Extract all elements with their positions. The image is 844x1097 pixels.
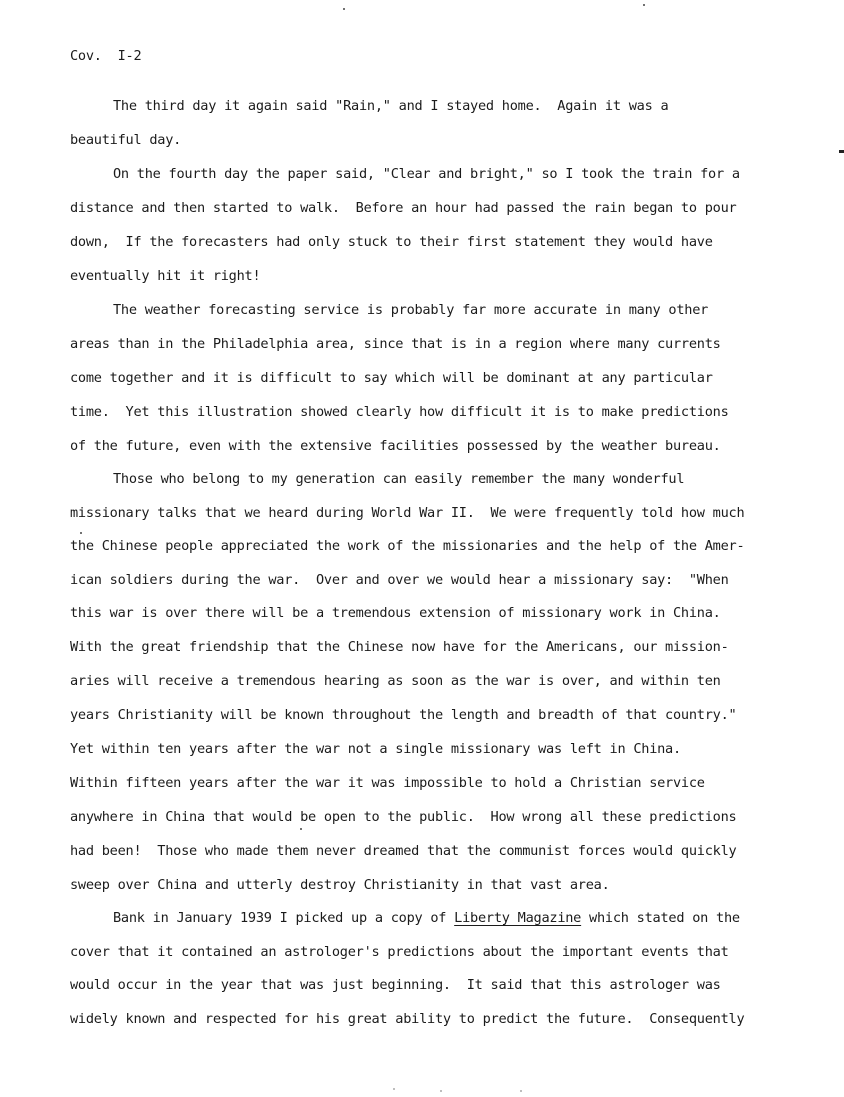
text-line: areas than in the Philadelphia area, since that is in a region where many currents [70,336,721,352]
scan-speck [440,1090,442,1092]
scan-speck [80,532,82,534]
text-line: time. Yet this illustration showed clearly how difficult it is to make predictions [70,404,729,420]
text-line: widely known and respected for his great ability to predict the future. Consequently [70,1011,745,1027]
text-line: years Christianity will be known throughout the length and breadth of that country." [70,707,737,723]
scan-speck [343,8,345,10]
scan-speck [393,1088,395,1090]
text-line: down, If the forecasters had only stuck to their first statement they would have [70,234,713,250]
text-line: would occur in the year that was just beginning. It said that this astrologer was [70,977,721,993]
magazine-title: Liberty Magazine [454,910,582,926]
text-line: Yet within ten years after the war not a single missionary was left in China. [70,741,681,757]
text-line: With the great friendship that the Chinese now have for the Americans, our mission- [70,639,729,655]
scan-speck [300,828,302,830]
text-line: beautiful day. [70,132,182,148]
text-line: this war is over there will be a tremendous extension of missionary work in China. [70,605,721,621]
text-segment: which stated on the [581,910,740,926]
text-line [113,909,844,927]
text-line: Those who belong to my generation can easily remember the many wonderful [113,471,685,487]
text-line: of the future, even with the extensive facilities possessed by the weather bureau. [70,438,721,454]
text-line: anywhere in China that would be open to the public. How wrong all these predictions [70,809,737,825]
text-line: aries will receive a tremendous hearing as soon as the war is over, and within ten [70,673,721,689]
text-line: The weather forecasting service is probably far more accurate in many other [113,302,709,318]
text-line: the Chinese people appreciated the work of the missionaries and the help of the Amer- [70,538,745,554]
text-line: distance and then started to walk. Before an hour had passed the rain began to pour [70,200,737,216]
text-line: eventually hit it right! [70,268,261,284]
text-line: come together and it is difficult to say which will be dominant at any particular [70,370,713,386]
page-reference: Cov. I-2 [70,48,142,64]
text-line: sweep over China and utterly destroy Christianity in that vast area. [70,877,610,893]
text-line: Within fifteen years after the war it was impossible to hold a Christian service [70,775,705,791]
scan-speck [643,4,645,6]
text-line: cover that it contained an astrologer's predictions about the important events that [70,944,729,960]
text-line: On the fourth day the paper said, "Clear and bright," so I took the train for a [113,166,740,182]
text-line: The third day it again said "Rain," and I stayed home. Again it was a [113,98,669,114]
scan-speck [520,1090,522,1092]
text-line: missionary talks that we heard during World War II. We were frequently told how much [70,505,745,521]
text-segment: Bank in January 1939 I picked up a copy of [113,910,455,926]
edge-mark [839,150,844,153]
text-line: had been! Those who made them never dreamed that the communist forces would quickly [70,843,737,859]
text-line: ican soldiers during the war. Over and over we would hear a missionary say: "When [70,572,729,588]
